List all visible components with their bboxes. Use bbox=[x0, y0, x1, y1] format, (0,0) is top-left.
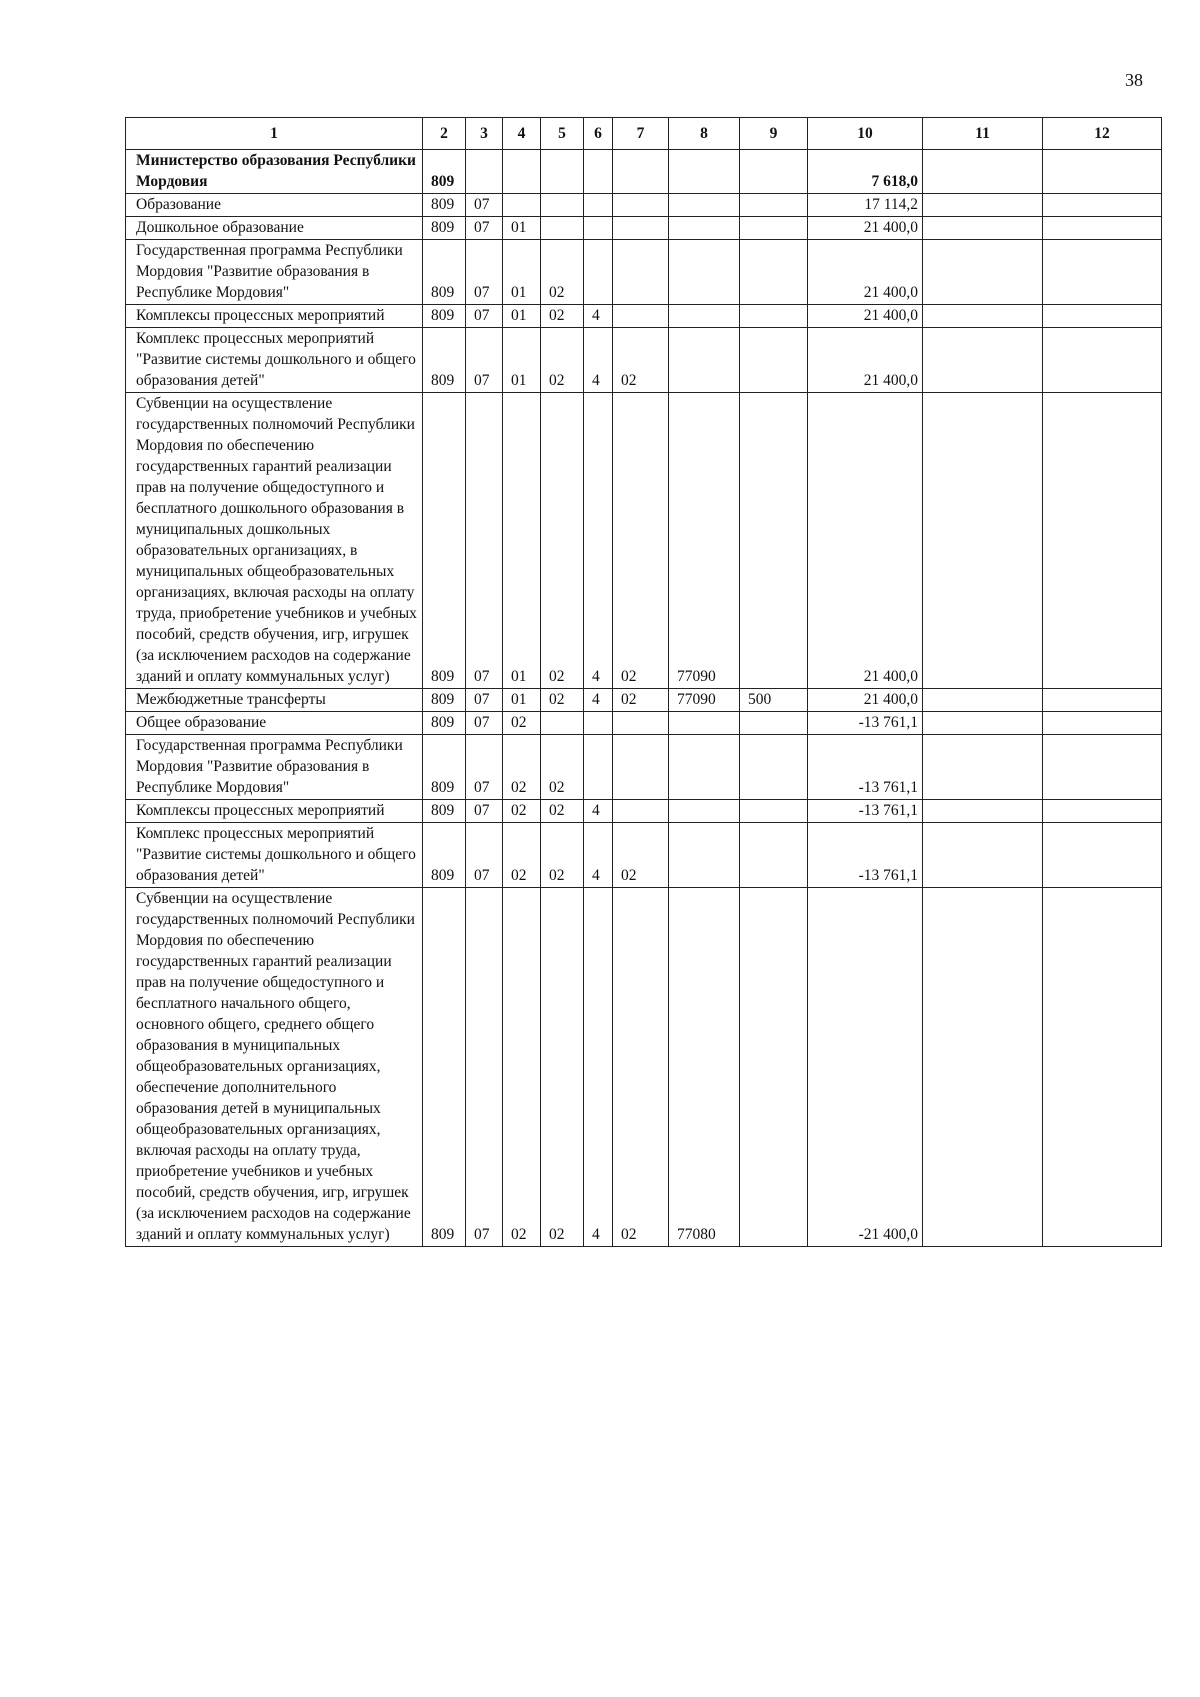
col-6-cell: 4 bbox=[584, 823, 613, 888]
col-12-cell bbox=[1043, 735, 1162, 800]
col-4-cell: 02 bbox=[503, 888, 541, 1247]
col-11-cell bbox=[923, 240, 1043, 305]
col-11-cell bbox=[923, 393, 1043, 689]
expense-type-cell bbox=[740, 305, 808, 328]
col-6-cell: 4 bbox=[584, 888, 613, 1247]
section-code-cell: 809 bbox=[423, 240, 466, 305]
row-name-cell: Общее образование bbox=[126, 712, 423, 735]
target-code-cell bbox=[669, 735, 740, 800]
col-12-cell bbox=[1043, 393, 1162, 689]
section-code-cell: 809 bbox=[423, 888, 466, 1247]
program-code-cell: 02 bbox=[541, 328, 584, 393]
row-name-cell: Субвенции на осуществление государственных полномочий Республики Мордовия по обеспечению государственных гарантий реализации прав на получение общедоступного и бесплатного дошкольного образования в муниципальных дошкольных образовательных организациях, в муниципальных общеобразовательных организациях, включая расходы на оплату труда, приобретение учебников и учебных пособий, средств обучения, игр, игрушек (за исключением расходов на содержание зданий и оплату коммунальных услуг) bbox=[126, 393, 423, 689]
expense-type-cell bbox=[740, 735, 808, 800]
col-3-cell: 07 bbox=[466, 240, 503, 305]
col-7-cell bbox=[613, 712, 669, 735]
col-11-cell bbox=[923, 735, 1043, 800]
expense-type-cell bbox=[740, 194, 808, 217]
header-col-7: 7 bbox=[613, 118, 669, 150]
col-4-cell: 02 bbox=[503, 735, 541, 800]
col-12-cell bbox=[1043, 823, 1162, 888]
target-code-cell bbox=[669, 217, 740, 240]
col-7-cell: 02 bbox=[613, 393, 669, 689]
col-4-cell: 01 bbox=[503, 393, 541, 689]
col-6-cell bbox=[584, 150, 613, 194]
col-6-cell bbox=[584, 712, 613, 735]
table-row bbox=[126, 689, 1162, 712]
table-row bbox=[126, 888, 1162, 1247]
target-code-cell bbox=[669, 712, 740, 735]
col-11-cell bbox=[923, 712, 1043, 735]
target-code-cell bbox=[669, 800, 740, 823]
row-name-cell: Дошкольное образование bbox=[126, 217, 423, 240]
col-6-cell: 4 bbox=[584, 305, 613, 328]
col-3-cell: 07 bbox=[466, 689, 503, 712]
page-number: 38 bbox=[1125, 70, 1143, 90]
amount-cell: 17 114,2 bbox=[808, 194, 923, 217]
col-12-cell bbox=[1043, 194, 1162, 217]
target-code-cell: 77090 bbox=[669, 689, 740, 712]
expense-type-cell bbox=[740, 823, 808, 888]
expense-type-cell bbox=[740, 393, 808, 689]
header-col-2: 2 bbox=[423, 118, 466, 150]
col-11-cell bbox=[923, 823, 1043, 888]
section-code-cell: 809 bbox=[423, 800, 466, 823]
col-12-cell bbox=[1043, 328, 1162, 393]
col-3-cell: 07 bbox=[466, 393, 503, 689]
program-code-cell bbox=[541, 150, 584, 194]
header-col-11: 11 bbox=[923, 118, 1043, 150]
col-7-cell bbox=[613, 194, 669, 217]
col-7-cell bbox=[613, 240, 669, 305]
col-12-cell bbox=[1043, 689, 1162, 712]
program-code-cell: 02 bbox=[541, 689, 584, 712]
target-code-cell bbox=[669, 194, 740, 217]
amount-cell: 21 400,0 bbox=[808, 305, 923, 328]
expense-type-cell bbox=[740, 240, 808, 305]
col-7-cell bbox=[613, 800, 669, 823]
header-col-12: 12 bbox=[1043, 118, 1162, 150]
target-code-cell bbox=[669, 823, 740, 888]
header-col-6: 6 bbox=[584, 118, 613, 150]
program-code-cell: 02 bbox=[541, 888, 584, 1247]
target-code-cell bbox=[669, 150, 740, 194]
row-name-cell: Комплексы процессных мероприятий bbox=[126, 305, 423, 328]
header-col-1: 1 bbox=[126, 118, 423, 150]
program-code-cell bbox=[541, 194, 584, 217]
col-4-cell: 02 bbox=[503, 823, 541, 888]
amount-cell: -13 761,1 bbox=[808, 823, 923, 888]
col-7-cell: 02 bbox=[613, 888, 669, 1247]
col-3-cell: 07 bbox=[466, 800, 503, 823]
program-code-cell: 02 bbox=[541, 393, 584, 689]
col-3-cell: 07 bbox=[466, 888, 503, 1247]
col-7-cell bbox=[613, 150, 669, 194]
col-7-cell: 02 bbox=[613, 328, 669, 393]
row-name-cell: Образование bbox=[126, 194, 423, 217]
expense-type-cell bbox=[740, 328, 808, 393]
col-12-cell bbox=[1043, 305, 1162, 328]
section-code-cell: 809 bbox=[423, 328, 466, 393]
section-code-cell: 809 bbox=[423, 305, 466, 328]
col-4-cell bbox=[503, 150, 541, 194]
col-11-cell bbox=[923, 194, 1043, 217]
target-code-cell bbox=[669, 305, 740, 328]
col-7-cell: 02 bbox=[613, 689, 669, 712]
col-12-cell bbox=[1043, 800, 1162, 823]
section-code-cell: 809 bbox=[423, 823, 466, 888]
amount-cell: 21 400,0 bbox=[808, 240, 923, 305]
program-code-cell: 02 bbox=[541, 305, 584, 328]
amount-cell: -13 761,1 bbox=[808, 735, 923, 800]
col-6-cell bbox=[584, 194, 613, 217]
budget-table bbox=[125, 117, 1162, 1247]
col-11-cell bbox=[923, 800, 1043, 823]
expense-type-cell bbox=[740, 150, 808, 194]
target-code-cell bbox=[669, 240, 740, 305]
col-12-cell bbox=[1043, 217, 1162, 240]
col-3-cell: 07 bbox=[466, 712, 503, 735]
table-row bbox=[126, 150, 1162, 194]
col-12-cell bbox=[1043, 888, 1162, 1247]
header-col-3: 3 bbox=[466, 118, 503, 150]
col-7-cell: 02 bbox=[613, 823, 669, 888]
amount-cell: -21 400,0 bbox=[808, 888, 923, 1247]
row-name-cell: Комплексы процессных мероприятий bbox=[126, 800, 423, 823]
header-col-10: 10 bbox=[808, 118, 923, 150]
section-code-cell: 809 bbox=[423, 712, 466, 735]
col-6-cell: 4 bbox=[584, 328, 613, 393]
section-code-cell: 809 bbox=[423, 393, 466, 689]
section-code-cell: 809 bbox=[423, 689, 466, 712]
col-6-cell: 4 bbox=[584, 800, 613, 823]
amount-cell: 21 400,0 bbox=[808, 328, 923, 393]
program-code-cell: 02 bbox=[541, 800, 584, 823]
row-name-cell: Государственная программа Республики Мордовия "Развитие образования в Республике Мордовия" bbox=[126, 735, 423, 800]
program-code-cell bbox=[541, 217, 584, 240]
row-name-cell: Министерство образования Республики Мордовия bbox=[126, 150, 423, 194]
col-12-cell bbox=[1043, 240, 1162, 305]
header-col-4: 4 bbox=[503, 118, 541, 150]
table-row bbox=[126, 823, 1162, 888]
table-row bbox=[126, 712, 1162, 735]
table-row bbox=[126, 735, 1162, 800]
target-code-cell: 77080 bbox=[669, 888, 740, 1247]
program-code-cell: 02 bbox=[541, 823, 584, 888]
header-col-9: 9 bbox=[740, 118, 808, 150]
row-name-cell: Комплекс процессных мероприятий "Развитие системы дошкольного и общего образования детей" bbox=[126, 823, 423, 888]
col-12-cell bbox=[1043, 712, 1162, 735]
section-code-cell: 809 bbox=[423, 194, 466, 217]
col-11-cell bbox=[923, 150, 1043, 194]
amount-cell: 21 400,0 bbox=[808, 217, 923, 240]
col-6-cell bbox=[584, 240, 613, 305]
amount-cell: 21 400,0 bbox=[808, 393, 923, 689]
col-4-cell: 01 bbox=[503, 328, 541, 393]
col-3-cell: 07 bbox=[466, 194, 503, 217]
header-col-5: 5 bbox=[541, 118, 584, 150]
col-4-cell: 02 bbox=[503, 800, 541, 823]
col-3-cell bbox=[466, 150, 503, 194]
col-4-cell: 01 bbox=[503, 305, 541, 328]
table-row bbox=[126, 800, 1162, 823]
col-4-cell: 02 bbox=[503, 712, 541, 735]
col-6-cell: 4 bbox=[584, 393, 613, 689]
col-6-cell: 4 bbox=[584, 689, 613, 712]
col-4-cell bbox=[503, 194, 541, 217]
amount-cell: 21 400,0 bbox=[808, 689, 923, 712]
target-code-cell: 77090 bbox=[669, 393, 740, 689]
table-row bbox=[126, 217, 1162, 240]
col-11-cell bbox=[923, 328, 1043, 393]
table-row bbox=[126, 240, 1162, 305]
table-row bbox=[126, 194, 1162, 217]
row-name-cell: Комплекс процессных мероприятий "Развитие системы дошкольного и общего образования детей" bbox=[126, 328, 423, 393]
expense-type-cell bbox=[740, 217, 808, 240]
expense-type-cell: 500 bbox=[740, 689, 808, 712]
col-11-cell bbox=[923, 888, 1043, 1247]
header-row bbox=[126, 118, 1162, 150]
col-7-cell bbox=[613, 305, 669, 328]
row-name-cell: Межбюджетные трансферты bbox=[126, 689, 423, 712]
header-col-8: 8 bbox=[669, 118, 740, 150]
target-code-cell bbox=[669, 328, 740, 393]
expense-type-cell bbox=[740, 712, 808, 735]
table-row bbox=[126, 393, 1162, 689]
col-11-cell bbox=[923, 689, 1043, 712]
col-6-cell bbox=[584, 735, 613, 800]
row-name-cell: Государственная программа Республики Мордовия "Развитие образования в Республике Мордовия" bbox=[126, 240, 423, 305]
col-3-cell: 07 bbox=[466, 735, 503, 800]
col-11-cell bbox=[923, 217, 1043, 240]
col-11-cell bbox=[923, 305, 1043, 328]
col-4-cell: 01 bbox=[503, 689, 541, 712]
amount-cell: -13 761,1 bbox=[808, 800, 923, 823]
expense-type-cell bbox=[740, 800, 808, 823]
amount-cell: 7 618,0 bbox=[808, 150, 923, 194]
col-7-cell bbox=[613, 217, 669, 240]
col-3-cell: 07 bbox=[466, 823, 503, 888]
col-3-cell: 07 bbox=[466, 305, 503, 328]
col-7-cell bbox=[613, 735, 669, 800]
col-3-cell: 07 bbox=[466, 328, 503, 393]
table-row bbox=[126, 305, 1162, 328]
expense-type-cell bbox=[740, 888, 808, 1247]
col-4-cell: 01 bbox=[503, 217, 541, 240]
section-code-cell: 809 bbox=[423, 150, 466, 194]
program-code-cell: 02 bbox=[541, 735, 584, 800]
col-4-cell: 01 bbox=[503, 240, 541, 305]
section-code-cell: 809 bbox=[423, 735, 466, 800]
program-code-cell bbox=[541, 712, 584, 735]
table-row bbox=[126, 328, 1162, 393]
col-6-cell bbox=[584, 217, 613, 240]
section-code-cell: 809 bbox=[423, 217, 466, 240]
amount-cell: -13 761,1 bbox=[808, 712, 923, 735]
row-name-cell: Субвенции на осуществление государственных полномочий Республики Мордовия по обеспечению государственных гарантий реализации прав на получение общедоступного и бесплатного начального общего, основного общего, среднего общего образования в муниципальных общеобразовательных организациях, обеспечение дополнительного образования детей в муниципальных общеобразовательных организациях, включая расходы на оплату труда, приобретение учебников и учебных пособий, средств обучения, игр, игрушек (за исключением расходов на содержание зданий и оплату коммунальных услуг) bbox=[126, 888, 423, 1247]
program-code-cell: 02 bbox=[541, 240, 584, 305]
col-12-cell bbox=[1043, 150, 1162, 194]
col-3-cell: 07 bbox=[466, 217, 503, 240]
